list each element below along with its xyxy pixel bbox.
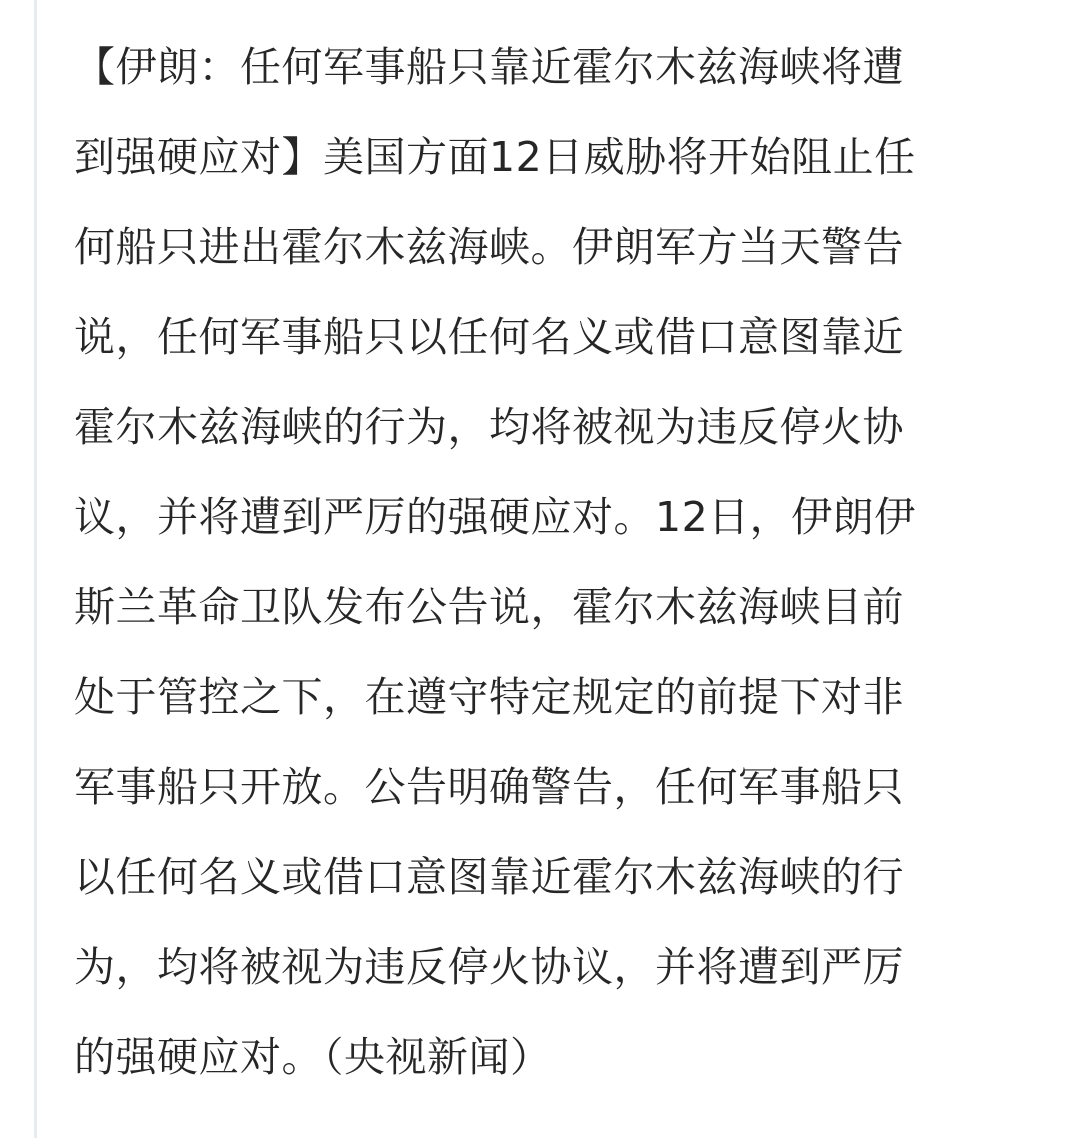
article-line: 霍尔木兹海峡的行为，均将被视为违反停火协 xyxy=(74,403,904,451)
quote-divider xyxy=(34,0,37,1138)
article-line: 说，任何军事船只以任何名义或借口意图靠近 xyxy=(74,313,904,361)
article-line: 的强硬应对。（央视新闻） xyxy=(74,1033,552,1081)
article-line: 军事船只开放。公告明确警告，任何军事船只 xyxy=(74,763,904,811)
article-body xyxy=(74,22,1004,1102)
article-line: 【伊朗：任何军事船只靠近霍尔木兹海峡将遭 xyxy=(74,43,904,91)
article-line: 为，均将被视为违反停火协议，并将遭到严厉 xyxy=(74,943,904,991)
article-line: 到强硬应对】美国方面12日威胁将开始阻止任 xyxy=(74,133,916,181)
article-line: 斯兰革命卫队发布公告说，霍尔木兹海峡目前 xyxy=(74,583,904,631)
article-line: 处于管控之下，在遵守特定规定的前提下对非 xyxy=(74,673,904,721)
article-line: 何船只进出霍尔木兹海峡。伊朗军方当天警告 xyxy=(74,223,904,271)
article-line: 议，并将遭到严厉的强硬应对。12日，伊朗伊 xyxy=(74,493,916,541)
article-line: 以任何名义或借口意图靠近霍尔木兹海峡的行 xyxy=(74,853,904,901)
